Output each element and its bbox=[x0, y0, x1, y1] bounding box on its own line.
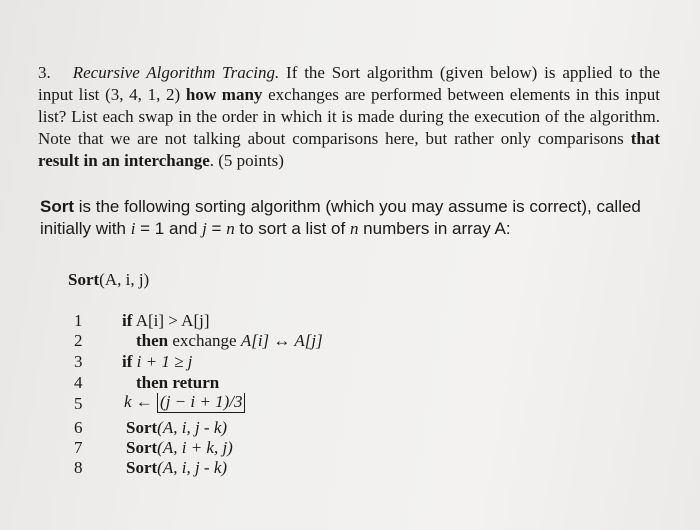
algorithm-description bbox=[40, 196, 660, 240]
line-number: 2 bbox=[74, 331, 83, 350]
question-bold-1: how many bbox=[185, 85, 263, 104]
code-line-5 bbox=[124, 392, 245, 413]
code-assign: k ← bbox=[124, 392, 153, 411]
description-var-j: j bbox=[202, 219, 207, 238]
description-text-5: numbers in array A: bbox=[358, 219, 511, 238]
code-expr: A[i] ↔ A[j] bbox=[240, 331, 323, 350]
call-args: (A, i, j - k) bbox=[157, 458, 228, 477]
code-line-8 bbox=[126, 458, 227, 478]
question-text-3: . (5 points) bbox=[209, 151, 284, 170]
keyword-then-return: then return bbox=[136, 373, 220, 392]
line-number: 5 bbox=[74, 394, 83, 413]
keyword-then: then bbox=[136, 331, 169, 350]
question-text-1: If the Sort algorithm (given below) is applied to the input list (3, 4, 1, 2) bbox=[38, 63, 660, 104]
code-line-7 bbox=[126, 438, 233, 458]
description-text-1: is the following sorting algorithm (which you may assume is correct), called initially with bbox=[40, 197, 641, 238]
line-number: 1 bbox=[74, 311, 83, 330]
question-bold-2: that result in an interchange bbox=[38, 129, 660, 170]
code-expr: (j − i + 1)/3 bbox=[160, 392, 243, 411]
floor-expression bbox=[157, 393, 245, 413]
description-var-n: n bbox=[226, 219, 235, 238]
code-line-2 bbox=[136, 331, 323, 351]
question-number: 3. bbox=[38, 63, 51, 82]
line-number: 3 bbox=[74, 352, 83, 371]
code-expr: A[i] > A[j] bbox=[135, 311, 210, 330]
keyword-if: if bbox=[122, 352, 133, 371]
description-var-i: i bbox=[130, 219, 136, 238]
line-number: 4 bbox=[74, 373, 83, 392]
call-args: (A, i + k, j) bbox=[157, 438, 233, 457]
call-sort: Sort bbox=[126, 458, 158, 477]
description-text-2: = 1 and bbox=[135, 219, 203, 238]
code-line-6 bbox=[126, 418, 227, 438]
call-sort: Sort bbox=[126, 438, 158, 457]
line-number: 7 bbox=[74, 438, 83, 457]
code-line-1 bbox=[122, 311, 210, 331]
code-expr: i + 1 ≥ j bbox=[136, 352, 193, 371]
keyword-if: if bbox=[122, 311, 133, 330]
code-line-4 bbox=[136, 373, 219, 393]
call-sort: Sort bbox=[126, 418, 158, 437]
call-args: (A, i, j - k) bbox=[157, 418, 228, 437]
question-title: Recursive Algorithm Tracing. bbox=[72, 63, 280, 82]
description-text-4: to sort a list of bbox=[234, 219, 350, 238]
description-lead: Sort bbox=[40, 197, 74, 216]
signature-args: (A, i, j) bbox=[99, 270, 150, 289]
code-line-3 bbox=[122, 352, 192, 372]
question-paragraph bbox=[38, 62, 660, 172]
code-text: exchange bbox=[172, 331, 237, 350]
line-number: 8 bbox=[74, 458, 83, 477]
question-text-2: exchanges are performed between elements in this input list? List each swap in the order in which it is made during the execution of the algorithm. Note that we are not talking about comparisons here, but rather only comparisons bbox=[38, 85, 660, 148]
line-number: 6 bbox=[74, 418, 83, 437]
signature-name: Sort bbox=[68, 270, 100, 289]
description-text-3: = bbox=[206, 219, 227, 238]
description-var-n-2: n bbox=[349, 219, 359, 238]
algorithm-signature bbox=[68, 270, 149, 290]
